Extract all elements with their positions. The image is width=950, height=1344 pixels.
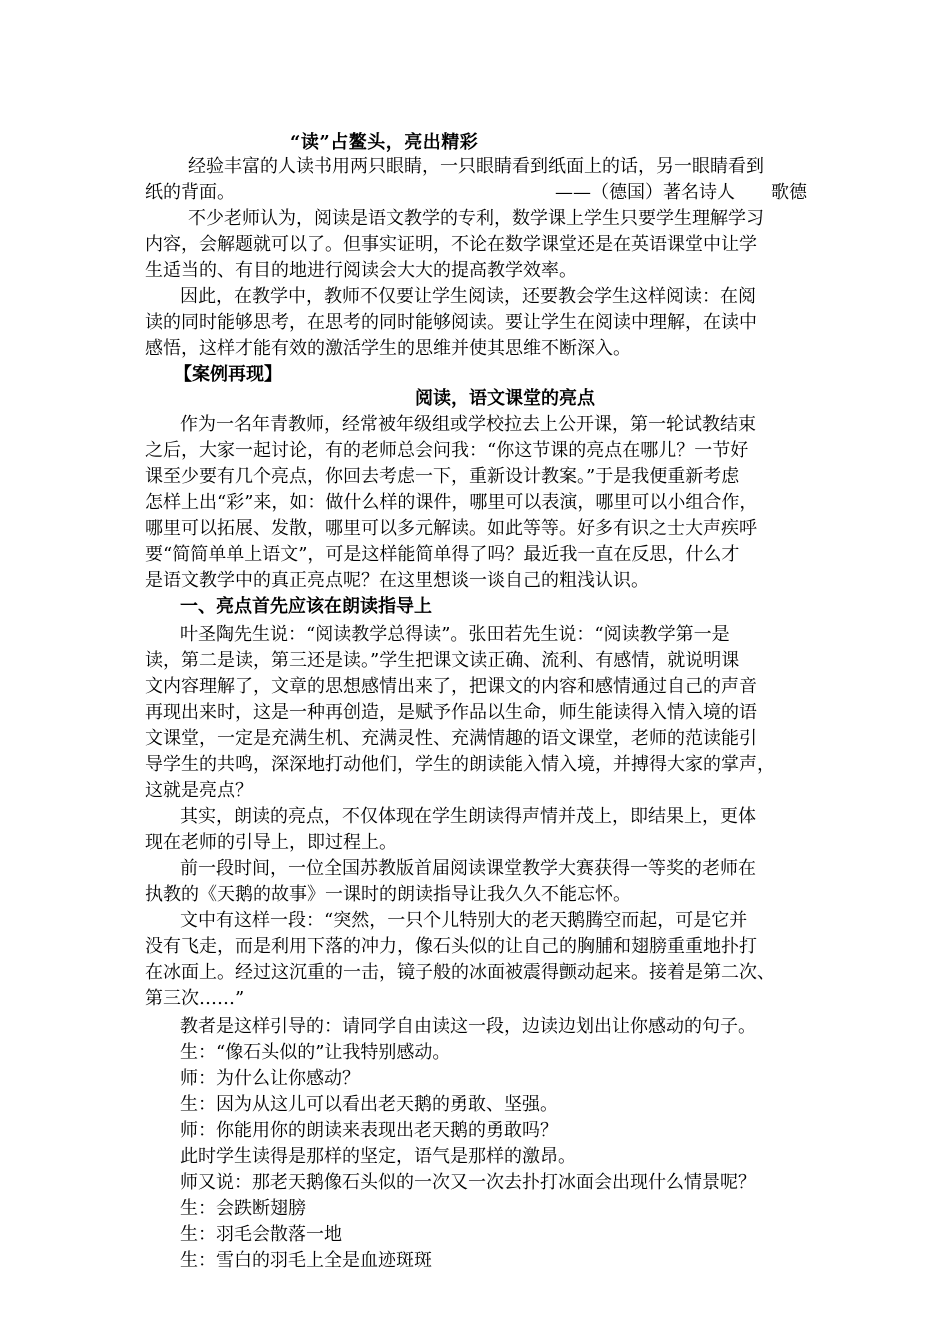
text-line: 生适当的、有目的地进行阅读会大大的提高教学效率。 (145, 260, 577, 281)
dialogue-line: 师：为什么让你感动？ (180, 1068, 360, 1089)
epigraph-line (145, 180, 807, 206)
text-line: 没有飞走，而是利用下落的冲力，像石头似的让自己的胸脯和翅膀重重地扑打 (145, 936, 757, 957)
case-heading: 【案例再现】 (174, 364, 282, 385)
dialogue-line: 生：雪白的羽毛上全是血迹斑斑 (180, 1250, 432, 1271)
text-line: 前一段时间，一位全国苏教版首届阅读课堂教学大赛获得一等奖的老师在 (180, 858, 756, 879)
epigraph-line: 经验丰富的人读书用两只眼睛，一只眼睛看到纸面上的话，另一眼睛看到 (188, 156, 764, 177)
text-line: 课至少要有几个亮点，你回去考虑一下，重新设计教案。”于是我便重新考虑 (145, 466, 740, 487)
text-line: 文内容理解了，文章的思想感情出来了，把课文的内容和感情通过自己的声音 (145, 676, 757, 697)
text-line: 文中有这样一段：“突然，一只个儿特别大的老天鹅腾空而起，可是它并 (180, 910, 748, 931)
dialogue-line: 生：“像石头似的”让我特别感动。 (180, 1042, 451, 1063)
text-line: 是语文教学中的真正亮点呢？在这里想谈一谈自己的粗浅认识。 (145, 570, 649, 591)
text-line: 之后，大家一起讨论，有的老师总会问我：“你这节课的亮点在哪儿？一节好 (145, 440, 749, 461)
dialogue-line: 师又说：那老天鹅像石头似的一次又一次去扑打冰面会出现什么情景呢？ (180, 1172, 756, 1193)
text-line: 再现出来时，这是一种再创造，是赋予作品以生命，师生能读得入情入境的语 (145, 702, 757, 723)
text-line: 因此，在教学中，教师不仅要让学生阅读，还要教会学生这样阅读：在阅 (180, 286, 756, 307)
text-line: 文课堂，一定是充满生机、充满灵性、充满情趣的语文课堂，老师的范读能引 (145, 728, 757, 749)
text-line: 这就是亮点？ (145, 780, 253, 801)
dialogue-line: 生：会跌断翅膀 (180, 1198, 306, 1219)
epigraph-text: 纸的背面。 (145, 182, 235, 203)
text-line: 内容，会解题就可以了。但事实证明，不论在数学课堂还是在英语课堂中让学 (145, 234, 757, 255)
text-line: 感悟，这样才能有效的激活学生的思维并使其思维不断深入。 (145, 338, 631, 359)
text-line: 在冰面上。经过这沉重的一击，镜子般的冰面被震得颤动起来。接着是第二次、 (145, 962, 775, 983)
text-line: 读，第二是读，第三还是读。”学生把课文读正确、流利、有感情，就说明课 (145, 650, 740, 671)
document-title: “读”占鳌头，亮出精彩 (290, 132, 479, 153)
text-line: 第三次……” (145, 988, 245, 1009)
text-line: 哪里可以拓展、发散，哪里可以多元解读。如此等等。好多有识之士大声疾呼 (145, 518, 757, 539)
text-line: 导学生的共鸣，深深地打动他们，学生的朗读能入情入境，并搏得大家的掌声， (145, 754, 775, 775)
text-line: 不少老师认为，阅读是语文教学的专利，数学课上学生只要学生理解学习 (188, 208, 764, 229)
dialogue-line: 师：你能用你的朗读来表现出老天鹅的勇敢吗？ (180, 1120, 558, 1141)
case-title: 阅读，语文课堂的亮点 (415, 388, 595, 409)
text-line: 怎样上出“彩”来，如：做什么样的课件，哪里可以表演，哪里可以小组合作， (145, 492, 758, 513)
text-line: 执教的《天鹅的故事》一课时的朗读指导让我久久不能忘怀。 (145, 884, 631, 905)
text-line: 作为一名年青教师，经常被年级组或学校拉去上公开课，第一轮试教结束 (180, 414, 756, 435)
dialogue-line: 教者是这样引导的：请同学自由读这一段，边读边划出让你感动的句子。 (180, 1016, 756, 1037)
text-line: 现在老师的引导上，即过程上。 (145, 832, 397, 853)
epigraph-source: ——（德国）著名诗人 歌德 (555, 182, 807, 203)
text-line: 其实，朗读的亮点，不仅体现在学生朗读得声情并茂上，即结果上，更体 (180, 806, 756, 827)
text-line: 要“简简单单上语文”，可是这样能简单得了吗？最近我一直在反思，什么才 (145, 544, 740, 565)
dialogue-line: 生：因为从这儿可以看出老天鹅的勇敢、坚强。 (180, 1094, 558, 1115)
section-1-heading: 一、亮点首先应该在朗读指导上 (180, 596, 432, 617)
text-line: 叶圣陶先生说：“阅读教学总得读”。张田若先生说：“阅读教学第一是 (180, 624, 730, 645)
dialogue-line: 此时学生读得是那样的坚定，语气是那样的激昂。 (180, 1146, 576, 1167)
text-line: 读的同时能够思考，在思考的同时能够阅读。要让学生在阅读中理解，在读中 (145, 312, 757, 333)
dialogue-line: 生：羽毛会散落一地 (180, 1224, 342, 1245)
